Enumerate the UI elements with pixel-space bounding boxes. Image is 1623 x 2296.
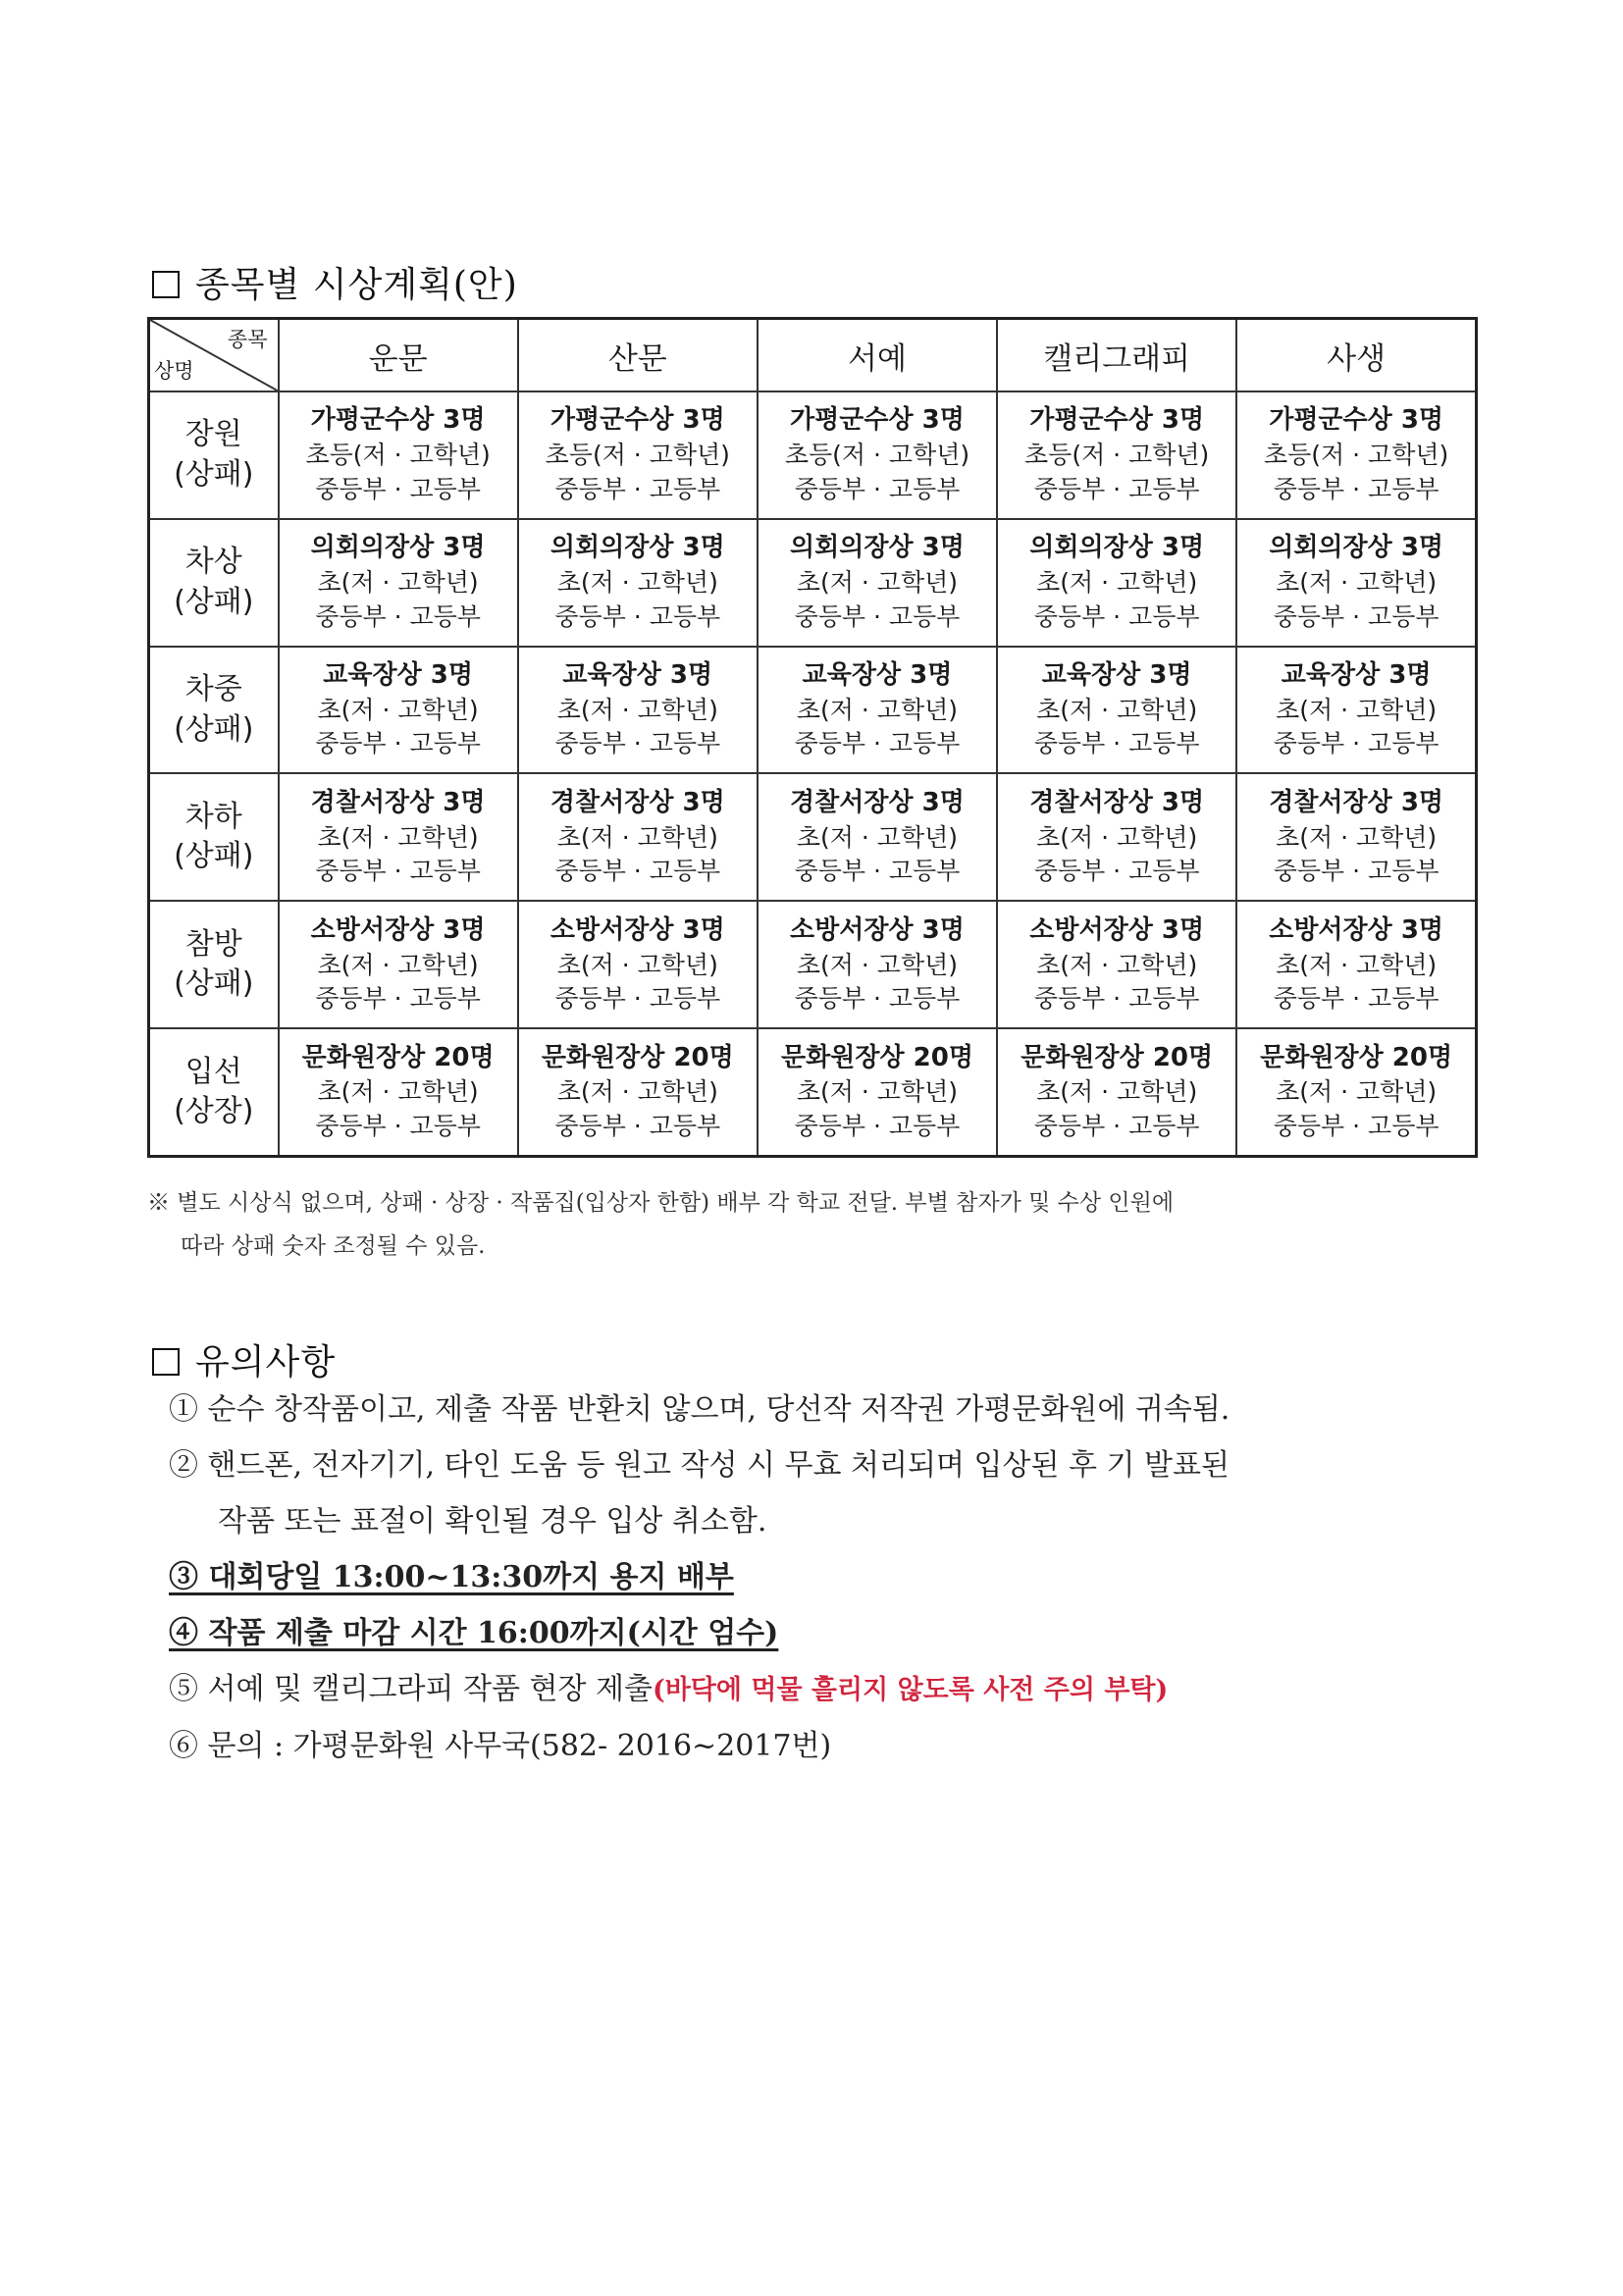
award-eligibility: 초(저 · 고학년) <box>1036 1077 1198 1107</box>
award-eligibility: 초(저 · 고학년) <box>556 695 718 724</box>
award-cell <box>758 391 997 519</box>
award-division: 중등부 · 고등부 <box>1033 729 1200 758</box>
table-row <box>149 1028 1477 1156</box>
award-cell <box>758 1028 997 1156</box>
note-line-1: ※ 별도 시상식 없으며, 상패 · 상장 · 작품집(입상자 한함) 배부 각 학교 전달. 부별 참자가 및 수상 인원에 <box>147 1190 1175 1216</box>
row-header <box>149 1028 279 1156</box>
warning-text: (바닥에 먹물 흘리지 않도록 사전 주의 부탁) <box>652 1675 1169 1705</box>
award-eligibility: 초(저 · 고학년) <box>317 822 479 852</box>
award-cell <box>279 519 518 647</box>
award-eligibility: 초(저 · 고학년) <box>796 695 959 724</box>
award-eligibility: 초(저 · 고학년) <box>1276 568 1438 598</box>
award-eligibility: 초(저 · 고학년) <box>556 568 718 598</box>
column-header: 서예 <box>758 319 997 392</box>
column-header: 사생 <box>1236 319 1476 392</box>
award-cell <box>1236 391 1476 519</box>
award-cell <box>1236 1028 1476 1156</box>
award-eligibility: 초(저 · 고학년) <box>317 695 479 724</box>
award-eligibility: 초등(저 · 고학년) <box>1024 441 1210 470</box>
row-header <box>149 647 279 774</box>
column-header: 캘리그래피 <box>997 319 1236 392</box>
award-title: 소방서장상 3명 <box>550 914 725 945</box>
award-eligibility: 초(저 · 고학년) <box>317 568 479 598</box>
award-cell <box>279 647 518 774</box>
award-title: 가평군수상 3명 <box>790 405 965 436</box>
award-division: 중등부 · 고등부 <box>554 1111 721 1140</box>
checkbox-square-icon <box>152 271 180 298</box>
award-title: 가평군수상 3명 <box>310 405 486 436</box>
award-title: 문화원장상 20명 <box>781 1042 973 1072</box>
award-cell <box>997 647 1236 774</box>
award-eligibility: 초등(저 · 고학년) <box>1264 441 1449 470</box>
corner-cell <box>149 319 279 392</box>
award-division: 중등부 · 고등부 <box>1033 1111 1200 1140</box>
award-division: 중등부 · 고등부 <box>794 601 961 631</box>
corner-bottom-label: 상명 <box>154 359 194 383</box>
award-title: 의회의장상 3명 <box>550 533 725 563</box>
corner-top-label: 종목 <box>227 328 268 351</box>
award-cell <box>758 519 997 647</box>
award-eligibility: 초등(저 · 고학년) <box>784 441 970 470</box>
award-title: 경찰서장상 3명 <box>310 787 486 817</box>
award-cell <box>758 647 997 774</box>
award-division: 중등부 · 고등부 <box>794 984 961 1014</box>
award-eligibility: 초(저 · 고학년) <box>796 822 959 852</box>
award-eligibility: 초(저 · 고학년) <box>1036 568 1198 598</box>
award-title: 소방서장상 3명 <box>310 914 486 945</box>
award-division: 중등부 · 고등부 <box>315 984 481 1014</box>
award-division: 중등부 · 고등부 <box>315 1111 481 1140</box>
award-eligibility: 초(저 · 고학년) <box>796 950 959 979</box>
award-eligibility: 초(저 · 고학년) <box>796 1077 959 1107</box>
section-title-notices <box>152 1334 336 1384</box>
award-title: 의회의장상 3명 <box>1269 533 1444 563</box>
notice-list <box>169 1382 1484 1774</box>
award-division: 중등부 · 고등부 <box>794 1111 961 1140</box>
award-title: 소방서장상 3명 <box>1029 914 1205 945</box>
award-eligibility: 초(저 · 고학년) <box>1036 822 1198 852</box>
award-division: 중등부 · 고등부 <box>554 729 721 758</box>
award-title: 가평군수상 3명 <box>1269 405 1444 436</box>
checkbox-square-icon <box>152 1348 180 1376</box>
award-cell <box>279 773 518 901</box>
award-eligibility: 초등(저 · 고학년) <box>545 441 730 470</box>
award-eligibility: 초(저 · 고학년) <box>796 568 959 598</box>
award-type: (상패) <box>174 966 254 1002</box>
award-rank: 참방 <box>184 926 242 962</box>
award-table <box>147 317 1478 1158</box>
list-item <box>169 1437 1484 1549</box>
award-cell <box>1236 519 1476 647</box>
award-division: 중등부 · 고등부 <box>1273 984 1440 1014</box>
note-text <box>147 1181 1492 1268</box>
award-division: 중등부 · 고등부 <box>794 857 961 886</box>
award-eligibility: 초(저 · 고학년) <box>556 822 718 852</box>
award-eligibility: 초(저 · 고학년) <box>1276 822 1438 852</box>
award-type: (상패) <box>174 711 254 747</box>
table-header-row <box>149 319 1477 392</box>
table-row <box>149 773 1477 901</box>
list-item-line: ② 핸드폰, 전자기기, 타인 도움 등 원고 작성 시 무효 처리되며 입상된 후 기 발표된 <box>169 1448 1230 1483</box>
award-cell <box>518 391 758 519</box>
award-title: 가평군수상 3명 <box>550 405 725 436</box>
award-title: 교육장상 3명 <box>323 660 473 691</box>
award-eligibility: 초(저 · 고학년) <box>1276 1077 1438 1107</box>
award-title: 가평군수상 3명 <box>1029 405 1205 436</box>
list-item: ④ 작품 제출 마감 시간 16:00까지(시간 엄수) <box>169 1616 779 1650</box>
award-title: 교육장상 3명 <box>802 660 953 691</box>
award-rank: 입선 <box>184 1054 242 1089</box>
award-division: 중등부 · 고등부 <box>1273 857 1440 886</box>
award-eligibility: 초(저 · 고학년) <box>1276 695 1438 724</box>
award-division: 중등부 · 고등부 <box>1033 474 1200 503</box>
award-cell <box>758 901 997 1028</box>
award-title: 경찰서장상 3명 <box>790 787 965 817</box>
award-title: 교육장상 3명 <box>562 660 713 691</box>
award-division: 중등부 · 고등부 <box>1273 474 1440 503</box>
award-division: 중등부 · 고등부 <box>315 474 481 503</box>
list-item: ① 순수 창작품이고, 제출 작품 반환치 않으며, 당선작 저작권 가평문화원에 귀속됨. <box>169 1392 1230 1427</box>
award-eligibility: 초등(저 · 고학년) <box>305 441 491 470</box>
list-item <box>169 1661 1484 1718</box>
section-title-text: 유의사항 <box>195 1342 337 1383</box>
column-header: 운문 <box>279 319 518 392</box>
award-title: 소방서장상 3명 <box>790 914 965 945</box>
section-title-awards <box>152 257 518 307</box>
award-title: 교육장상 3명 <box>1281 660 1432 691</box>
award-cell <box>279 1028 518 1156</box>
award-division: 중등부 · 고등부 <box>315 857 481 886</box>
award-title: 문화원장상 20명 <box>301 1042 495 1072</box>
award-rank: 차상 <box>184 545 242 580</box>
award-title: 문화원장상 20명 <box>1021 1042 1214 1072</box>
award-type: (상패) <box>174 584 254 619</box>
award-cell <box>997 391 1236 519</box>
award-division: 중등부 · 고등부 <box>554 601 721 631</box>
award-title: 문화원장상 20명 <box>541 1042 734 1072</box>
award-title: 경찰서장상 3명 <box>550 787 725 817</box>
list-item: ⑥ 문의 : 가평문화원 사무국(582- 2016~2017번) <box>169 1729 832 1763</box>
table-row <box>149 519 1477 647</box>
award-cell <box>518 1028 758 1156</box>
award-eligibility: 초(저 · 고학년) <box>317 1077 479 1107</box>
award-title: 의회의장상 3명 <box>790 533 965 563</box>
award-division: 중등부 · 고등부 <box>554 474 721 503</box>
award-rank: 차하 <box>184 799 242 834</box>
award-division: 중등부 · 고등부 <box>554 984 721 1014</box>
award-rank: 장원 <box>184 417 242 452</box>
award-eligibility: 초(저 · 고학년) <box>1276 950 1438 979</box>
award-title: 의회의장상 3명 <box>1029 533 1205 563</box>
row-header <box>149 391 279 519</box>
award-division: 중등부 · 고등부 <box>1273 729 1440 758</box>
award-cell <box>997 1028 1236 1156</box>
award-eligibility: 초(저 · 고학년) <box>1036 695 1198 724</box>
award-cell <box>1236 647 1476 774</box>
award-title: 교육장상 3명 <box>1041 660 1192 691</box>
award-division: 중등부 · 고등부 <box>1033 984 1200 1014</box>
award-cell <box>518 647 758 774</box>
table-row <box>149 901 1477 1028</box>
award-eligibility: 초(저 · 고학년) <box>1036 950 1198 979</box>
award-rank: 차중 <box>184 672 242 707</box>
award-type: (상장) <box>174 1094 254 1129</box>
award-cell <box>518 519 758 647</box>
award-cell <box>279 901 518 1028</box>
award-division: 중등부 · 고등부 <box>315 601 481 631</box>
list-item-line: 작품 또는 표절이 확인될 경우 입상 취소함. <box>218 1504 767 1539</box>
section-title-text: 종목별 시상계획(안) <box>195 265 518 305</box>
award-cell <box>997 773 1236 901</box>
award-eligibility: 초(저 · 고학년) <box>556 950 718 979</box>
award-cell <box>1236 773 1476 901</box>
award-type: (상패) <box>174 456 254 492</box>
award-cell <box>279 391 518 519</box>
row-header <box>149 773 279 901</box>
award-title: 의회의장상 3명 <box>310 533 486 563</box>
award-division: 중등부 · 고등부 <box>794 729 961 758</box>
award-title: 문화원장상 20명 <box>1260 1042 1453 1072</box>
award-cell <box>1236 901 1476 1028</box>
award-division: 중등부 · 고등부 <box>315 729 481 758</box>
table-row <box>149 391 1477 519</box>
row-header <box>149 519 279 647</box>
table-row <box>149 647 1477 774</box>
award-division: 중등부 · 고등부 <box>1273 601 1440 631</box>
award-title: 경찰서장상 3명 <box>1269 787 1444 817</box>
note-line-2: 따라 상패 숫자 조정될 수 있음. <box>181 1233 486 1259</box>
award-division: 중등부 · 고등부 <box>794 474 961 503</box>
award-cell <box>997 901 1236 1028</box>
list-item-text: ⑤ 서예 및 캘리그라피 작품 현장 제출 <box>169 1672 653 1706</box>
award-division: 중등부 · 고등부 <box>1033 601 1200 631</box>
award-title: 경찰서장상 3명 <box>1029 787 1205 817</box>
column-header: 산문 <box>518 319 758 392</box>
award-cell <box>518 773 758 901</box>
award-division: 중등부 · 고등부 <box>554 857 721 886</box>
award-cell <box>997 519 1236 647</box>
award-eligibility: 초(저 · 고학년) <box>556 1077 718 1107</box>
award-cell <box>758 773 997 901</box>
award-type: (상패) <box>174 839 254 874</box>
award-division: 중등부 · 고등부 <box>1273 1111 1440 1140</box>
award-title: 소방서장상 3명 <box>1269 914 1444 945</box>
row-header <box>149 901 279 1028</box>
award-division: 중등부 · 고등부 <box>1033 857 1200 886</box>
award-cell <box>518 901 758 1028</box>
list-item: ③ 대회당일 13:00~13:30까지 용지 배부 <box>169 1560 734 1594</box>
award-eligibility: 초(저 · 고학년) <box>317 950 479 979</box>
